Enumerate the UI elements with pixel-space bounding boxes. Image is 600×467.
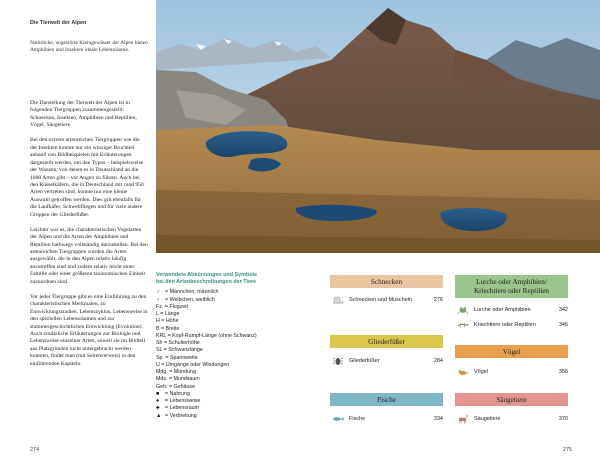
section-title: Die Tierwelt der Alpen [30,20,87,26]
abbreviation-item: ● = Lebensweise [156,398,201,405]
category-row-page: 342 [558,307,568,313]
page-number-right: 275 [563,447,572,453]
category-row-label: Vögel [474,369,489,375]
category-header [455,275,568,298]
abbreviation-item: L = Länge [156,311,180,318]
category-row-label: Fische [349,416,366,422]
abbreviations-title-line: bei den Artenbeschreibungen der Tiere [156,279,257,286]
abbreviation-item: Mdg. = Mündung [156,369,196,376]
bird-icon [457,367,469,377]
category-row[interactable] [330,354,443,369]
abbreviation-item: Sp. = Spannweite [156,354,198,361]
paragraph: Vor jeder Tiergruppe gibt es eine Einführung zu den charakteristischen Merkmalen, zu Entwicklungsstadien, Lebenszyklus, Lebensweise in den speziellen Lebensräumen und zur stammesgeschichtlichen Entwicklung (Evolution). Auch zusätzliche Erläuterungen zur Biologie und Lebensweise einzelner Arten, soweit sie im Bildteil aus Platzgründen nicht untergebracht werden konnten, findet man (mit Seitenverweis) in den einführenden Kapiteln. [30,293,148,367]
category-schnecken [330,275,443,308]
body-text [30,100,148,376]
abbreviation-item: Geh. = Gehäuse [156,383,196,390]
category-gliederfuesser [330,335,443,369]
abbreviation-item: Mds. = Mundsaum [156,376,200,383]
abbreviations-legend [156,272,306,420]
paragraph: Bei den extrem artenreichen Tiergruppen wie die der Insekten konnte nur ein winziger Bruchteil anhand von Bildbeispielen mit Erläuterungen dargestellt werden, um den Typus – beispielsweise der Wanzen, von denen es in Deutschland an die 1000 Arten gibt – vor Augen zu führen. Auch bei den Rüsselkäfern, die in Deutschland mit rund 950 Arten vertreten sind, konnte nur eine kleine Auswahl getroffen werden. Dies gilt ebenfalls für die Laufkäfer, Schwebfliegen und für viele andere Gruppen der Gliederfüßer. [30,137,144,218]
abbreviation-item: Fz. = Flugzeit [156,303,188,310]
abbreviations-list [156,289,306,420]
category-row-page: 356 [558,369,568,375]
fish-icon [332,414,344,424]
abbreviation-item: ■ = Nahrung [156,390,190,397]
abbreviation-item: ♀ = Weibchen, weiblich [156,296,215,303]
category-row[interactable] [455,365,568,380]
category-row[interactable] [330,293,443,308]
category-header: Fische [330,393,443,406]
category-row-page: 284 [433,358,443,364]
abbreviation-item: ♂ = Männchen, männlich [156,289,219,296]
frog-icon [457,305,469,315]
category-row[interactable] [330,412,443,427]
category-lurche-kriechtiere [455,275,568,333]
category-saeugetiere [455,393,568,427]
abbreviation-item: B = Breite [156,325,180,332]
deer-icon [457,414,469,424]
abbreviations-title [156,272,306,286]
category-row[interactable] [455,303,568,318]
paragraph: Leichter war es, die charakteristischen Vogelarten der Alpen und die Arten der Amphibien und Reptilien halbwegs vollständig darzustellen. Bei den artenreichen Tiergruppen wurden die Arten ausgewählt, die in den Alpen relativ häufig anzutreffen sind und zudem relativ leicht einer Familie oder einer größeren taxonomischen Einheit zuzuordnen sind. [30,226,148,285]
abbreviation-item: Sh = Schulterhöhe [156,340,200,347]
abbreviation-item: U = Umgänge oder Windungen [156,361,230,368]
category-header: Säugetiere [455,393,568,406]
snail-icon [332,295,344,305]
abbreviations-title-line: Verwendete Abkürzungen und Symbole [156,272,258,278]
photo-caption: Natürliche, ungestörte Kleingewässer der Alpen bieten Amphibien und Insekten ideale Lebensräume. [30,40,148,53]
category-fische [330,393,443,427]
abbreviation-item: SL = Schwanzlänge [156,347,203,354]
category-row-label: Lurche oder Amphibien [474,307,531,313]
category-header: Vögel [455,345,568,358]
category-row[interactable] [455,412,568,427]
abbreviation-item: H = Höhe [156,318,179,325]
category-header: Gliederfüßer [330,335,443,348]
abbreviation-item: KRL = Kopf-Rumpf-Länge (ohne Schwanz) [156,332,257,339]
category-row-page: 370 [558,416,568,422]
left-column [30,0,148,467]
category-row-label: Kriechtiere oder Reptilien [474,322,536,328]
abbreviation-item: ▲ = Verbreitung [156,412,197,419]
category-row-page: 346 [558,322,568,328]
category-row[interactable] [455,318,568,333]
paragraph: Die Darstellung der Tierwelt der Alpen ist in folgenden Tiergruppen zusammengestellt: Schnecken, Insekten, Amphibien und Reptilien, Vögel, Säugetiere. [30,100,137,129]
page-number-left: 274 [30,447,39,453]
category-row-page: 276 [433,297,443,303]
abbreviation-item: ♣ = Lebensraum [156,405,200,412]
beetle-icon [332,356,344,366]
lizard-icon [457,320,469,330]
alpine-landscape-photo [156,0,600,253]
category-row-label: Gliederfüßer [349,358,380,364]
category-row-label: Schnecken und Muscheln [349,297,412,303]
category-header-line: Kriechtiere oder Reptilien [473,286,550,295]
category-header: Schnecken [330,275,443,288]
category-row-page: 334 [433,416,443,422]
category-header-line: Lurche oder Amphibien/ [476,278,547,287]
category-row-label: Säugetiere [474,416,501,422]
category-voegel [455,345,568,380]
